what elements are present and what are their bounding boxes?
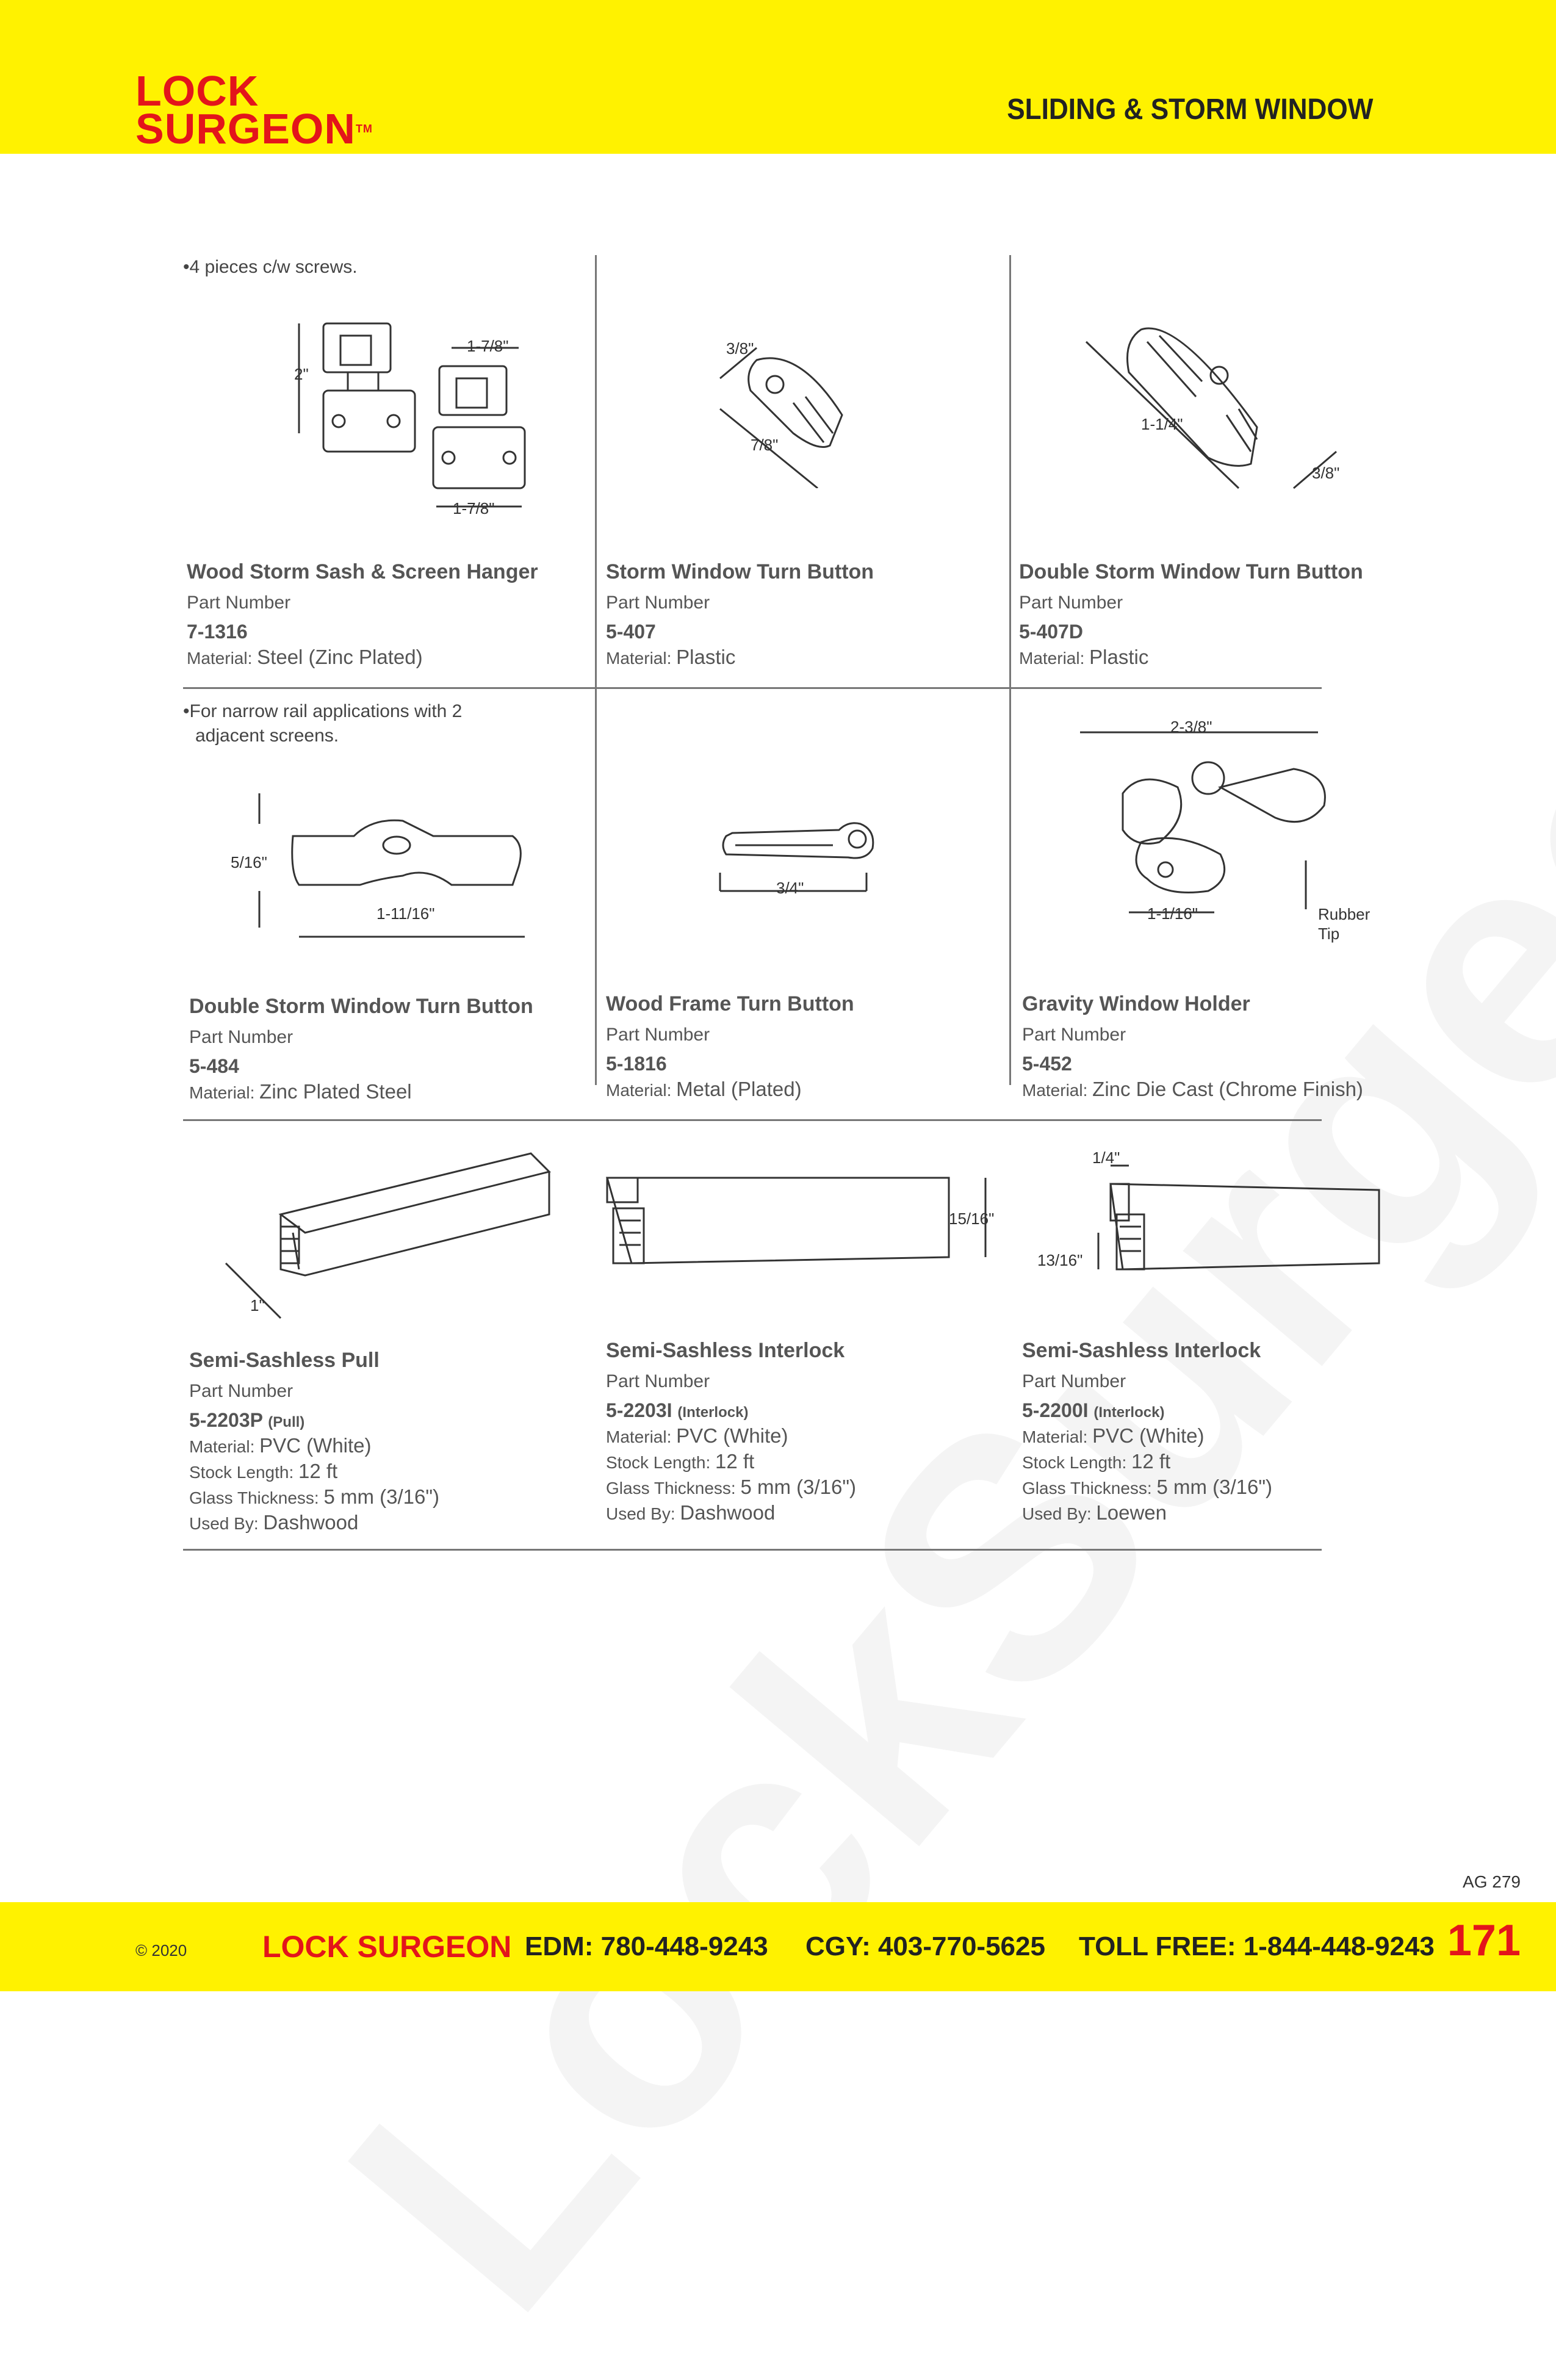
page-header	[0, 0, 1556, 154]
part-number-label: Part Number	[606, 1025, 710, 1045]
material-row: Material: PVC (White)	[189, 1434, 372, 1457]
part-number-label: Part Number	[1022, 1025, 1126, 1045]
glass-thickness-row: Glass Thickness: 5 mm (3/16")	[1022, 1476, 1273, 1498]
dim-hanger-bottom-width: 1-7/8"	[453, 499, 495, 517]
logo-line-1: LOCK	[135, 67, 259, 115]
part-number-label: Part Number	[187, 593, 291, 613]
part-number: 5-1816	[606, 1053, 667, 1075]
rubber-tip-label: Rubber Tip	[1318, 905, 1371, 943]
part-number: 5-2203P (Pull)	[189, 1409, 305, 1431]
dim-narrow-length: 1-11/16"	[376, 904, 435, 923]
part-number-label: Part Number	[606, 1371, 710, 1391]
part-number-label: Part Number	[1022, 1371, 1126, 1391]
dim-gravity-base: 1-1/16"	[1147, 904, 1198, 923]
used-by-row: Used By: Dashwood	[606, 1501, 776, 1524]
part-number: 5-2203I (Interlock)	[606, 1399, 749, 1421]
material-row: Material: Zinc Plated Steel	[189, 1080, 412, 1103]
catalog-code: AG 279	[1463, 1872, 1521, 1891]
product-card-double-storm-turn-button-narrow	[189, 995, 580, 1106]
narrow-note: •For narrow rail applications with 2 adjacent screens.	[183, 701, 463, 746]
used-by-row: Used By: Dashwood	[189, 1511, 359, 1534]
hanger-note: •4 pieces c/w screws.	[183, 257, 358, 277]
page-footer	[0, 1902, 1556, 1991]
part-number-label: Part Number	[189, 1027, 294, 1047]
dim-hanger-top-width: 1-7/8"	[467, 337, 509, 355]
product-title: Wood Frame Turn Button	[606, 992, 854, 1015]
logo-line-2: SURGEON™	[135, 105, 373, 153]
section-title: SLIDING & STORM WINDOW	[1006, 93, 1373, 126]
part-number: 5-407	[606, 621, 656, 643]
phone-toll-free: TOLL FREE: 1-844-448-9243	[1079, 1931, 1435, 1961]
dim-interlock2-height: 13/16"	[1037, 1251, 1083, 1269]
material-row: Material: Plastic	[1019, 646, 1149, 668]
product-card-semi-sashless-interlock-dashwood	[606, 1339, 996, 1527]
product-title: Semi-Sashless Interlock	[606, 1339, 845, 1362]
part-number-label: Part Number	[1019, 593, 1123, 613]
dim-interlock2-top: 1/4"	[1092, 1149, 1120, 1167]
grid-divider	[183, 687, 1322, 689]
part-number-label: Part Number	[189, 1381, 294, 1401]
phone-calgary: CGY: 403-770-5625	[805, 1931, 1045, 1961]
glass-thickness-row: Glass Thickness: 5 mm (3/16")	[606, 1476, 857, 1498]
material-row: Material: Metal (Plated)	[606, 1078, 802, 1100]
part-number: 7-1316	[187, 621, 248, 643]
product-title: Double Storm Window Turn Button	[189, 995, 533, 1018]
product-title: Storm Window Turn Button	[606, 560, 874, 583]
part-number: 5-407D	[1019, 621, 1083, 643]
dim-turn-length: 7/8"	[751, 436, 779, 454]
dim-interlock-height: 15/16"	[949, 1210, 995, 1228]
trademark: TM	[355, 123, 373, 135]
product-card-semi-sashless-pull	[189, 1349, 580, 1537]
phone-edmonton: EDM: 780-448-9243	[525, 1931, 768, 1961]
product-title: Gravity Window Holder	[1022, 992, 1250, 1015]
grid-divider	[595, 255, 597, 1085]
grid-divider	[183, 1119, 1322, 1121]
interlock-loewen-illustration	[1062, 1147, 1416, 1288]
interlock-dashwood-illustration	[595, 1166, 1010, 1282]
material-row: Material: Plastic	[606, 646, 736, 668]
product-card-double-storm-turn-button	[1019, 560, 1410, 671]
grid-divider	[1009, 255, 1011, 1085]
dim-gravity-length: 2-3/8"	[1170, 718, 1212, 736]
dim-double-width: 3/8"	[1312, 464, 1340, 482]
dim-pull-width: 1"	[250, 1296, 265, 1314]
part-number: 5-452	[1022, 1053, 1072, 1075]
stock-length-row: Stock Length: 12 ft	[189, 1460, 338, 1482]
product-card-wood-storm-sash-hanger	[187, 560, 577, 671]
product-title: Double Storm Window Turn Button	[1019, 560, 1363, 583]
product-card-storm-window-turn-button	[606, 560, 996, 671]
product-title: Semi-Sashless Pull	[189, 1349, 380, 1372]
copyright: © 2020	[135, 1941, 187, 1960]
part-number: 5-2200I (Interlock)	[1022, 1399, 1165, 1421]
dim-narrow-height: 5/16"	[231, 853, 267, 871]
material-row: Material: PVC (White)	[1022, 1424, 1205, 1447]
glass-thickness-row: Glass Thickness: 5 mm (3/16")	[189, 1485, 440, 1508]
stock-length-row: Stock Length: 12 ft	[606, 1450, 755, 1473]
product-card-wood-frame-turn-button	[606, 992, 996, 1103]
footer-brand: LOCK SURGEON	[262, 1930, 512, 1964]
dim-wood-frame-length: 3/4"	[776, 879, 804, 897]
used-by-row: Used By: Loewen	[1022, 1501, 1167, 1524]
part-number-label: Part Number	[606, 593, 710, 613]
dim-hanger-height: 2"	[294, 365, 309, 383]
semi-sashless-pull-illustration	[220, 1141, 561, 1343]
product-card-semi-sashless-interlock-loewen	[1022, 1339, 1413, 1527]
product-card-gravity-window-holder	[1022, 992, 1413, 1103]
product-title: Semi-Sashless Interlock	[1022, 1339, 1261, 1362]
material-row: Material: PVC (White)	[606, 1424, 788, 1447]
material-row: Material: Zinc Die Cast (Chrome Finish)	[1022, 1078, 1363, 1100]
lock-surgeon-logo	[135, 67, 373, 153]
material-row: Material: Steel (Zinc Plated)	[187, 646, 423, 668]
dim-double-length: 1-1/4"	[1141, 415, 1183, 433]
gravity-window-holder-illustration	[1074, 720, 1342, 940]
dim-turn-width: 3/8"	[726, 339, 754, 358]
part-number: 5-484	[189, 1055, 239, 1077]
page-number: 171	[1447, 1916, 1521, 1965]
stock-length-row: Stock Length: 12 ft	[1022, 1450, 1171, 1473]
product-title: Wood Storm Sash & Screen Hanger	[187, 560, 538, 583]
grid-divider	[183, 1549, 1322, 1551]
